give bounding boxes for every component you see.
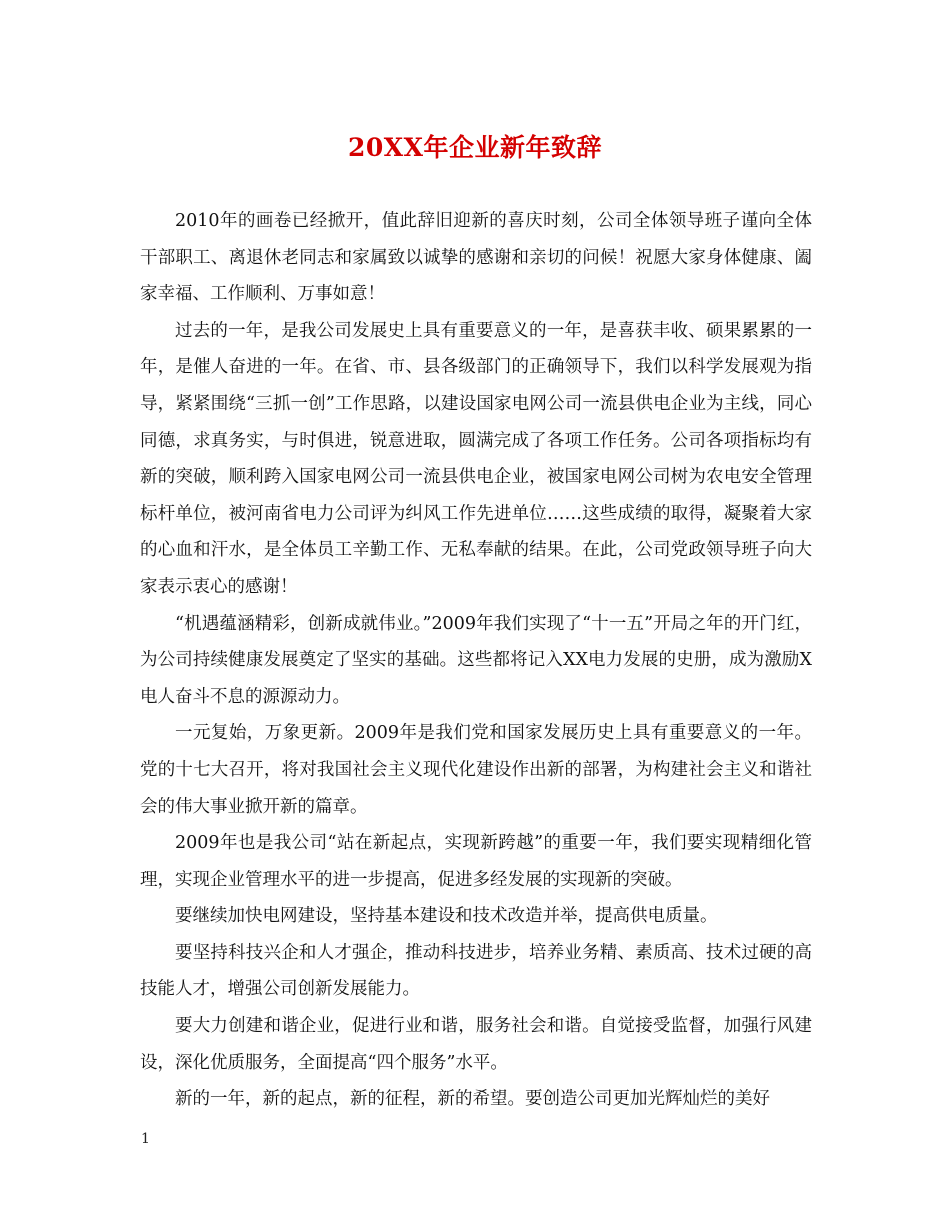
page-number: 1: [141, 1131, 150, 1147]
paragraph-7: 要坚持科技兴企和人才强企，推动科技进步，培养业务精、素质高、技术过硬的高技能人才，增强公司创新发展能力。: [140, 942, 812, 1000]
paragraph-5: 2009年也是我公司“站在新起点，实现新跨越”的重要一年，我们要实现精细化管理，实现企业管理水平的进一步提高，促进多经发展的实现新的突破。: [140, 833, 812, 890]
document-title: 20XX年企业新年致辞: [347, 133, 603, 162]
paragraph-6: 要继续加快电网建设，坚持基本建设和技术改造并举，提高供电质量。: [175, 906, 718, 927]
paragraph-2: 过去的一年，是我公司发展史上具有重要意义的一年，是喜获丰收、硕果累累的一年，是催人奋进的一年。在省、市、县各级部门的正确领导下，我们以科学发展观为指导，紧紧围绕“三抓一创”工作思路，以建设国家电网公司一流县供电企业为主线，同心同德，求真务实，与时俱进，锐意进取，圆满完成了各项工作任务。公司各项指标均有新的突破，顺利跨入国家电网公司一流县供电企业，被国家电网公司树为农电安全管理标杆单位，被河南省电力公司评为纠风工作先进单位……这些成绩的取得，凝聚着大家的心血和汗水，是全体员工辛勤工作、无私奉献的结果。在此，公司党政领导班子向大家表示衷心的感谢！: [140, 320, 812, 597]
document-body: [140, 203, 812, 1118]
paragraph-3: “机遇蕴涵精彩，创新成就伟业。”2009年我们实现了“十一五”开局之年的开门红，为公司持续健康发展奠定了坚实的基础。这些都将记入XX电力发展的史册，成为激励X电人奋斗不息的源源动力。: [140, 613, 812, 707]
paragraph-8: 要大力创建和谐企业，促进行业和谐，服务社会和谐。自觉接受监督，加强行风建设，深化优质服务，全面提高“四个服务”水平。: [140, 1016, 812, 1073]
paragraph-1: 2010年的画卷已经掀开，值此辞旧迎新的喜庆时刻，公司全体领导班子谨向全体干部职工、离退休老同志和家属致以诚挚的感谢和亲切的问候！祝愿大家身体健康、阖家幸福、工作顺利、万事如意！: [140, 211, 812, 305]
paragraph-9: 新的一年，新的起点，新的征程，新的希望。要创造公司更加光辉灿烂的美好: [175, 1089, 770, 1110]
paragraph-4: 一元复始，万象更新。2009年是我们党和国家发展历史上具有重要意义的一年。党的十七大召开，将对我国社会主义现代化建设作出新的部署，为构建社会主义和谐社会的伟大事业掀开新的篇章。: [140, 723, 812, 817]
